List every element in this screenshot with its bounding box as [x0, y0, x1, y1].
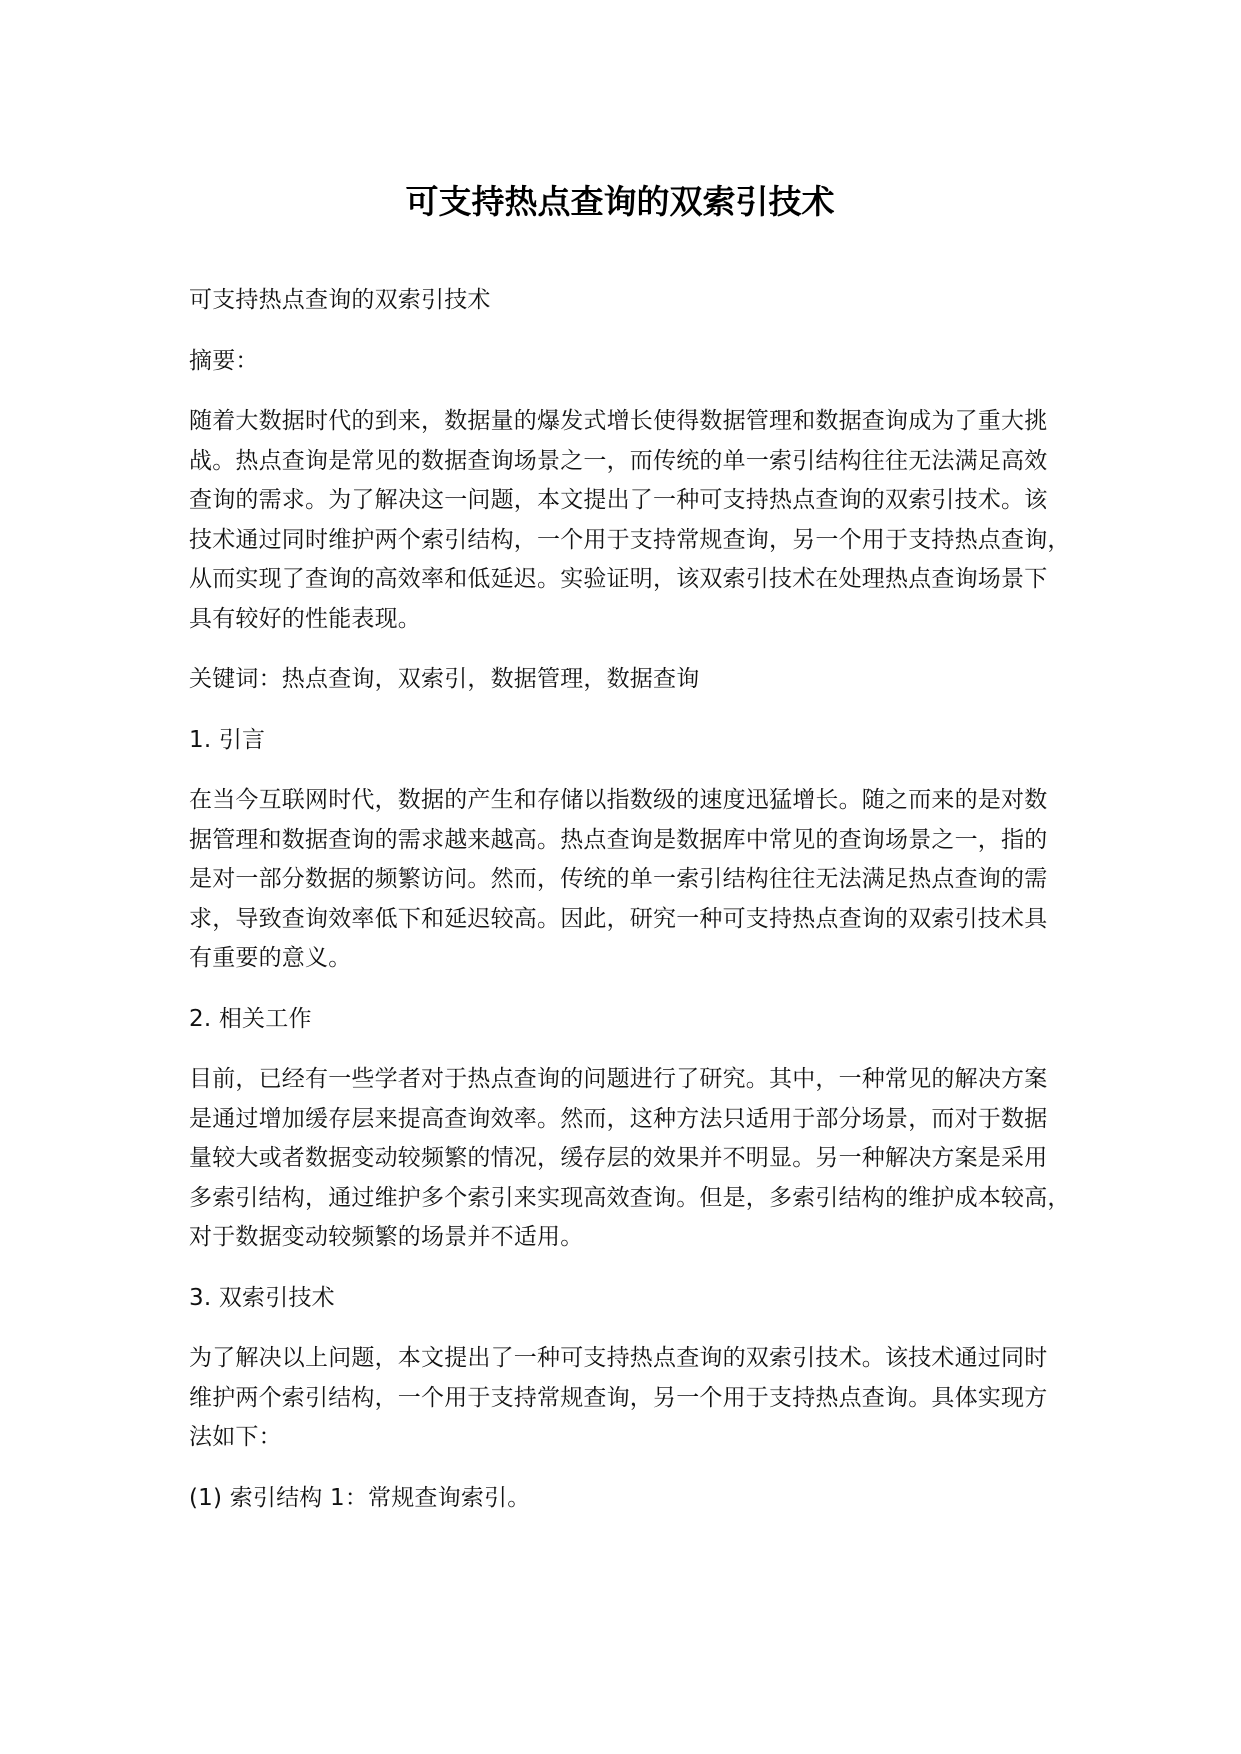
- paragraph-line: 从而实现了查询的高效率和低延迟。实验证明，该双索引技术在处理热点查询场景下: [189, 566, 1048, 592]
- paragraph-line: 技术通过同时维护两个索引结构，一个用于支持常规查询，另一个用于支持热点查询，: [189, 526, 1071, 553]
- paragraph-line: 查询的需求。为了解决这一问题，本文提出了一种可支持热点查询的双索引技术。该: [189, 487, 1048, 513]
- paragraph-line: 目前，已经有一些学者对于热点查询的问题进行了研究。其中，一种常见的解决方案: [189, 1066, 1048, 1092]
- document-title: 可支持热点查询的双索引技术: [405, 182, 835, 221]
- paragraph-line: 维护两个索引结构，一个用于支持常规查询，另一个用于支持热点查询。具体实现方: [189, 1384, 1048, 1411]
- section-heading: [189, 721, 1051, 761]
- abstract-paragraph: [189, 402, 1071, 639]
- keywords-line: 关键词：热点查询，双索引，数据管理，数据查询: [189, 666, 700, 692]
- paragraph-line: 战。热点查询是常见的数据查询场景之一，而传统的单一索引结构往往无法满足高效: [189, 447, 1048, 474]
- list-item-text: (1) 索引结构 1：常规查询索引。: [189, 1484, 531, 1511]
- list-item: [189, 1479, 1051, 1519]
- heading-line: 可支持热点查询的双索引技术: [189, 287, 491, 313]
- paragraph-line: 据管理和数据查询的需求越来越高。热点查询是数据库中常见的查询场景之一，指的: [189, 826, 1048, 853]
- paragraph-line: 具有较好的性能表现。: [189, 605, 421, 632]
- section-paragraph: [189, 1339, 1051, 1458]
- section-paragraph: [189, 1060, 1071, 1258]
- paragraph-line: 求，导致查询效率低下和延迟较高。因此，研究一种可支持热点查询的双索引技术具: [189, 905, 1048, 932]
- section-paragraph: [189, 781, 1051, 979]
- document-heading: [189, 281, 1051, 321]
- section-heading: [189, 1279, 1051, 1319]
- keywords: [189, 660, 1051, 700]
- section-heading-text: 3. 双索引技术: [189, 1284, 335, 1311]
- paragraph-line: 有重要的意义。: [189, 945, 352, 971]
- paragraph-line: 量较大或者数据变动较频繁的情况，缓存层的效果并不明显。另一种解决方案是采用: [189, 1145, 1048, 1171]
- paragraph-line: 对于数据变动较频繁的场景并不适用。: [189, 1224, 584, 1250]
- paragraph-line: 是通过增加缓存层来提高查询效率。然而，这种方法只适用于部分场景，而对于数据: [189, 1105, 1048, 1132]
- section-heading-text: 1. 引言: [189, 726, 266, 753]
- abstract-label: [189, 342, 1051, 382]
- section-heading: [189, 1000, 1051, 1040]
- paragraph-line: 是对一部分数据的频繁访问。然而，传统的单一索引结构往往无法满足热点查询的需: [189, 866, 1048, 892]
- paragraph-line: 多索引结构，通过维护多个索引来实现高效查询。但是，多索引结构的维护成本较高，: [189, 1184, 1071, 1211]
- document-body: [189, 182, 1071, 1539]
- section-heading-text: 2. 相关工作: [189, 1005, 312, 1032]
- paragraph-line: 法如下：: [189, 1424, 282, 1450]
- paragraph-line: 随着大数据时代的到来，数据量的爆发式增长使得数据管理和数据查询成为了重大挑: [189, 408, 1048, 434]
- abstract-label-text: 摘要：: [189, 347, 259, 374]
- paragraph-line: 为了解决以上问题，本文提出了一种可支持热点查询的双索引技术。该技术通过同时: [189, 1345, 1048, 1371]
- paragraph-line: 在当今互联网时代，数据的产生和存储以指数级的速度迅猛增长。随之而来的是对数: [189, 787, 1048, 813]
